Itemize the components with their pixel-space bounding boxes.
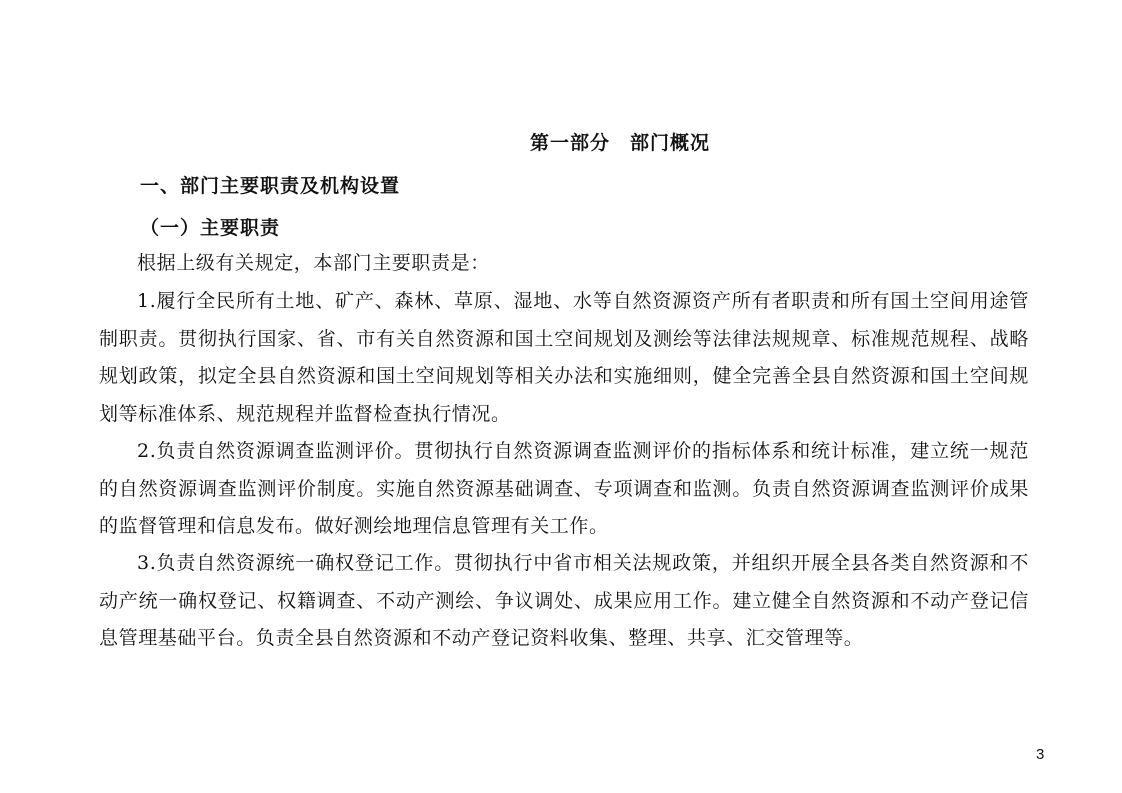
duty-item-3: 3.负责自然资源统一确权登记工作。贯彻执行中省市相关法规政策，并组织开展全县各类自然资源和不动产统一确权登记、权籍调查、不动产测绘、争议调处、成果应用工作。建立健全自然资源和不动产登记信息管理基础平台。负责全县自然资源和不动产登记资料收集、整理、共享、汇交管理等。 [99,552,1029,649]
duty-item-2: 2.负责自然资源调查监测评价。贯彻执行自然资源调查监测评价的指标体系和统计标准，建立统一规范的自然资源调查监测评价制度。实施自然资源基础调查、专项调查和监测。负责自然资源调查监测评价成果的监督管理和信息发布。做好测绘地理信息管理有关工作。 [99,440,1029,537]
intro-paragraph: 根据上级有关规定，本部门主要职责是： [137,252,490,274]
subsection-heading: （一）主要职责 [140,217,281,239]
duty-item-1: 1.履行全民所有土地、矿产、森林、草原、湿地、水等自然资源资产所有者职责和所有国土空间用途管制职责。贯彻执行国家、省、市有关自然资源和国土空间规划及测绘等法律法规规章、标准规范规程、战略规划政策，拟定全县自然资源和国土空间规划等相关办法和实施细则，健全完善全县自然资源和国土空间规划等标准体系、规范规程并监督检查执行情况。 [99,290,1029,425]
page-number: 3 [1036,746,1045,763]
part-title: 第一部分 部门概况 [529,132,710,154]
section-heading: 一、部门主要职责及机构设置 [140,175,401,197]
